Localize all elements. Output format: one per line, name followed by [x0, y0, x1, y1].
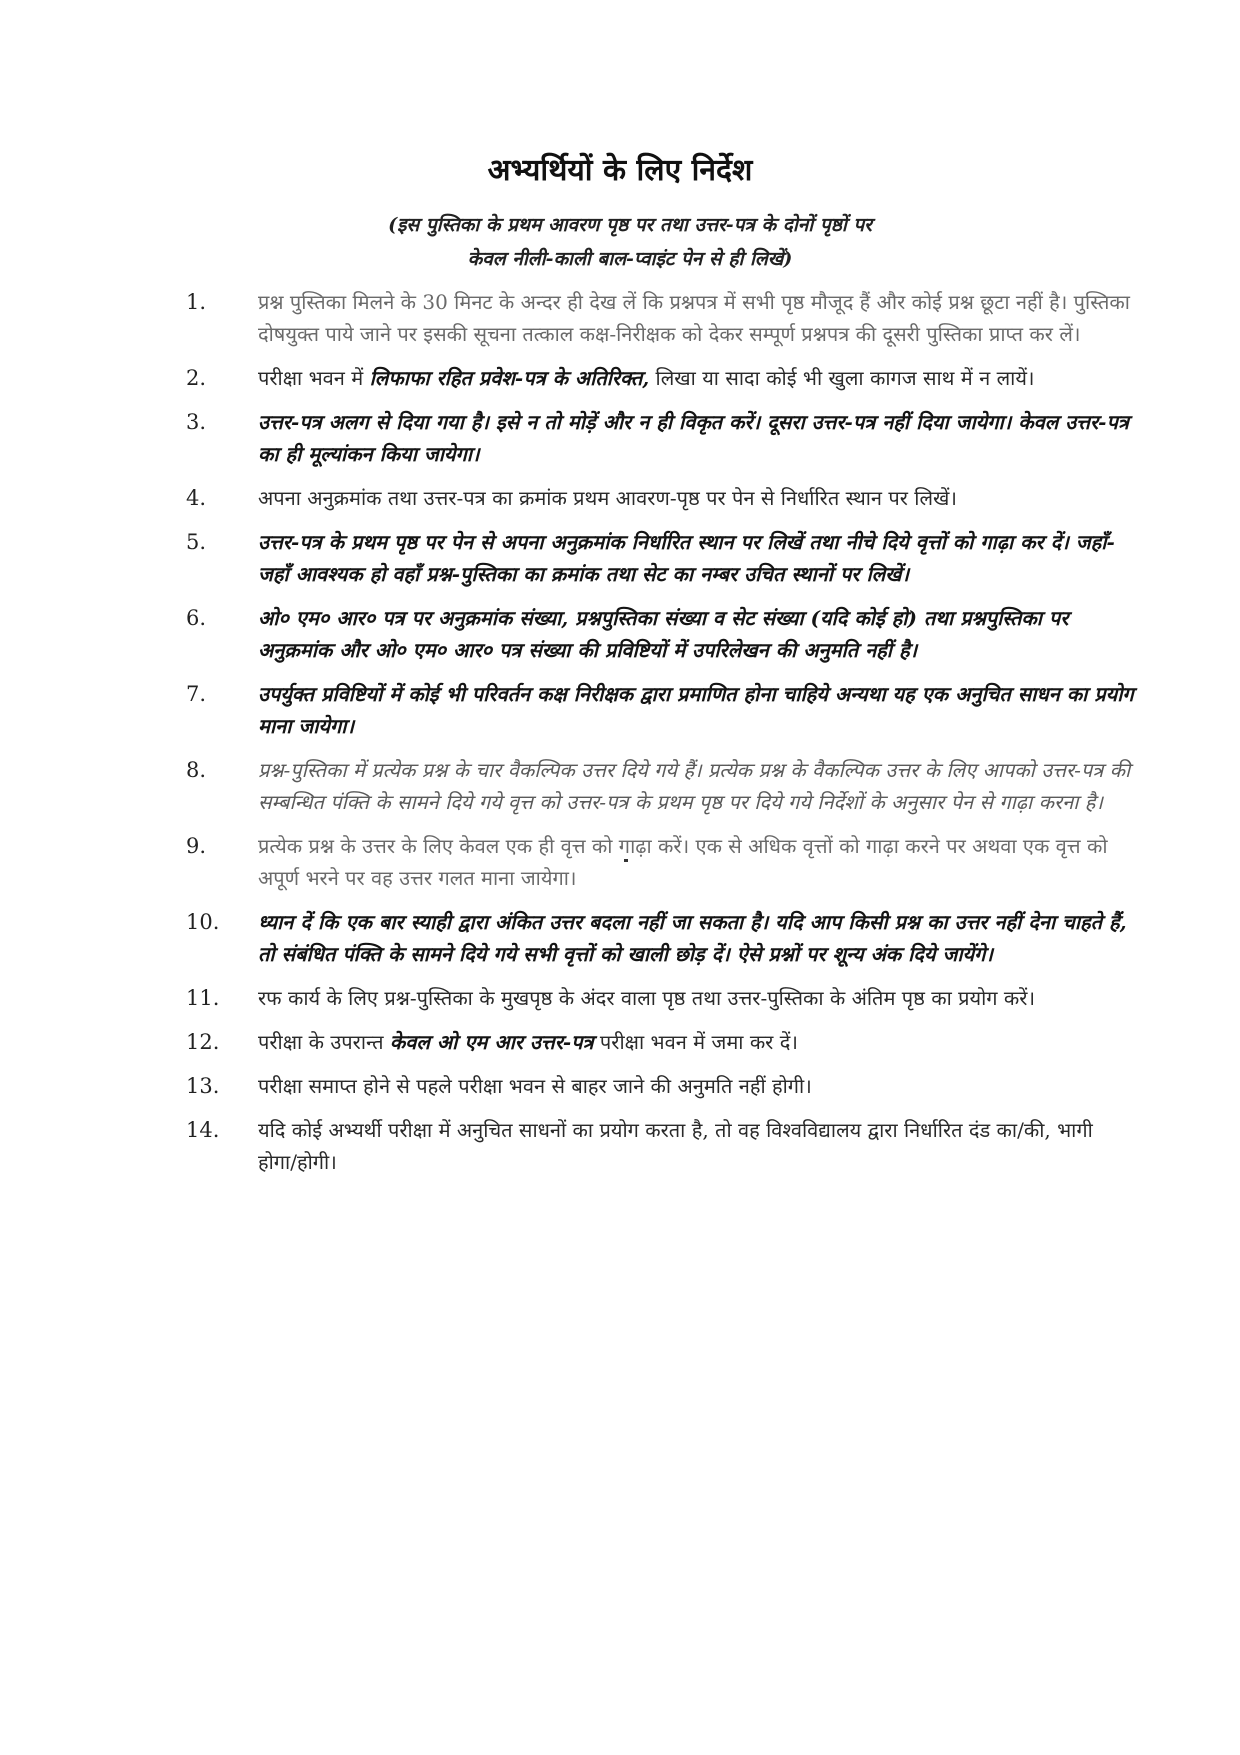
instruction-text-emphasis: केवल ओ एम आर उत्तर-पत्र	[389, 1030, 594, 1054]
instruction-item-11	[186, 982, 1136, 1014]
instruction-number: 3.	[186, 410, 207, 434]
instruction-item-12	[186, 1026, 1136, 1058]
instruction-item-10	[186, 906, 1136, 970]
instruction-number: 2.	[186, 366, 207, 390]
instruction-item-1	[186, 286, 1136, 350]
instruction-text: उपर्युक्त प्रविष्टियों में कोई भी परिवर्तन कक्ष निरीक्षक द्वारा प्रमाणित होना चाहिये अन्यथा यह एक अनुचित साधन का प्रयोग माना जायेगा।	[258, 682, 1134, 738]
scan-speck	[624, 859, 628, 862]
instruction-text-emphasis: लिफाफा रहित प्रवेश-पत्र के अतिरिक्त,	[369, 366, 650, 390]
instruction-number: 1.	[186, 290, 207, 314]
instruction-number: 9.	[186, 834, 207, 858]
instruction-text: उत्तर-पत्र अलग से दिया गया है। इसे न तो मोड़ें और न ही विकृत करें। दूसरा उत्तर-पत्र नहीं दिया जायेगा। केवल उत्तर-पत्र का ही मूल्यांकन किया जायेगा।	[258, 410, 1129, 466]
instruction-text: परीक्षा समाप्त होने से पहले परीक्षा भवन से बाहर जाने की अनुमति नहीं होगी।	[258, 1074, 812, 1098]
subtitle-line-1: (इस पुस्तिका के प्रथम आवरण पृष्ठ पर तथा उत्तर-पत्र के दोनों पृष्ठों पर	[388, 214, 872, 236]
instruction-text: प्रत्येक प्रश्न के उत्तर के लिए केवल एक ही वृत्त को गाढ़ा करें। एक से अधिक वृत्तों को गाढ़ा करने पर अथवा एक वृत्त को अपूर्ण भरने पर वह उत्तर गलत माना जायेगा।	[258, 834, 1108, 890]
instruction-item-4	[186, 482, 1136, 514]
instruction-item-5	[186, 526, 1136, 590]
page-title: अभ्यर्थियों के लिए निर्देश	[487, 153, 753, 188]
instruction-text-before: परीक्षा के उपरान्त	[258, 1030, 390, 1054]
instruction-number: 4.	[186, 486, 207, 510]
instruction-text	[258, 1026, 1136, 1058]
instruction-text	[258, 362, 1136, 394]
instruction-text: प्रश्न-पुस्तिका में प्रत्येक प्रश्न के चार वैकल्पिक उत्तर दिये गये हैं। प्रत्येक प्रश्न के वैकल्पिक उत्तर के लिए आपको उत्तर-पत्र की सम्बन्धित पंक्ति के सामने दिये गये वृत्त को उत्तर-पत्र के प्रथम पृष्ठ पर दिये गये निर्देशों के अनुसार पेन से गाढ़ा करना है।	[258, 758, 1131, 814]
instruction-item-9	[186, 830, 1136, 894]
instruction-item-3	[186, 406, 1136, 470]
instruction-text: उत्तर-पत्र के प्रथम पृष्ठ पर पेन से अपना अनुक्रमांक निर्धारित स्थान पर लिखें तथा नीचे दिये वृत्तों को गाढ़ा कर दें। जहाँ-जहाँ आवश्यक हो वहाँ प्रश्न-पुस्तिका का क्रमांक तथा सेट का नम्बर उचित स्थानों पर लिखें।	[258, 530, 1115, 586]
instruction-item-6	[186, 602, 1136, 666]
instruction-number: 6.	[186, 606, 207, 630]
instruction-item-13	[186, 1070, 1136, 1102]
instruction-text: अपना अनुक्रमांक तथा उत्तर-पत्र का क्रमांक प्रथम आवरण-पृष्ठ पर पेन से निर्धारित स्थान पर लिखें।	[258, 486, 957, 510]
instruction-text-after: परीक्षा भवन में जमा कर दें।	[593, 1030, 798, 1054]
instruction-item-14	[186, 1114, 1136, 1178]
instruction-text: रफ कार्य के लिए प्रश्न-पुस्तिका के मुखपृष्ठ के अंदर वाला पृष्ठ तथा उत्तर-पुस्तिका के अंतिम पृष्ठ का प्रयोग करें।	[258, 986, 1036, 1010]
instruction-list	[186, 286, 1136, 1190]
instruction-number: 12.	[186, 1030, 220, 1054]
instruction-number: 14.	[186, 1118, 220, 1142]
instruction-text-before: परीक्षा भवन में	[258, 366, 370, 390]
subtitle-line-2: केवल नीली-काली बाल-प्वाइंट पेन से ही लिखें)	[467, 248, 793, 270]
instruction-number: 5.	[186, 530, 207, 554]
instruction-item-8	[186, 754, 1136, 818]
instruction-text-after: लिखा या सादा कोई भी खुला कागज साथ में न लायें।	[649, 366, 1035, 390]
instruction-text: यदि कोई अभ्यर्थी परीक्षा में अनुचित साधनों का प्रयोग करता है, तो वह विश्वविद्यालय द्वारा निर्धारित दंड का/की, भागी होगा/होगी।	[258, 1118, 1093, 1174]
instruction-text: ध्यान दें कि एक बार स्याही द्वारा अंकित उत्तर बदला नहीं जा सकता है। यदि आप किसी प्रश्न का उत्तर नहीं देना चाहते हैं, तो संबंधित पंक्ति के सामने दिये गये सभी वृत्तों को खाली छोड़ दें। ऐसे प्रश्नों पर शून्य अंक दिये जायेंगे।	[258, 910, 1127, 966]
instruction-number: 8.	[186, 758, 207, 782]
instruction-number: 11.	[186, 986, 220, 1010]
instruction-text: प्रश्न पुस्तिका मिलने के 30 मिनट के अन्दर ही देख लें कि प्रश्नपत्र में सभी पृष्ठ मौजूद हैं और कोई प्रश्न छूटा नहीं है। पुस्तिका दोषयुक्त पाये जाने पर इसकी सूचना तत्काल कक्ष-निरीक्षक को देकर सम्पूर्ण प्रश्नपत्र की दूसरी पुस्तिका प्राप्त कर लें।	[258, 290, 1130, 346]
page-subtitle	[290, 208, 970, 276]
instruction-number: 7.	[186, 682, 207, 706]
instruction-item-2	[186, 362, 1136, 394]
instruction-number: 13.	[186, 1074, 220, 1098]
instruction-number: 10.	[186, 910, 220, 934]
instruction-text: ओ० एम० आर० पत्र पर अनुक्रमांक संख्या, प्रश्नपुस्तिका संख्या व सेट संख्या (यदि कोई हो) तथा प्रश्नपुस्तिका पर अनुक्रमांक और ओ० एम० आर० पत्र संख्या की प्रविष्टियों में उपरिलेखन की अनुमति नहीं है।	[258, 606, 1069, 662]
instruction-item-7	[186, 678, 1136, 742]
